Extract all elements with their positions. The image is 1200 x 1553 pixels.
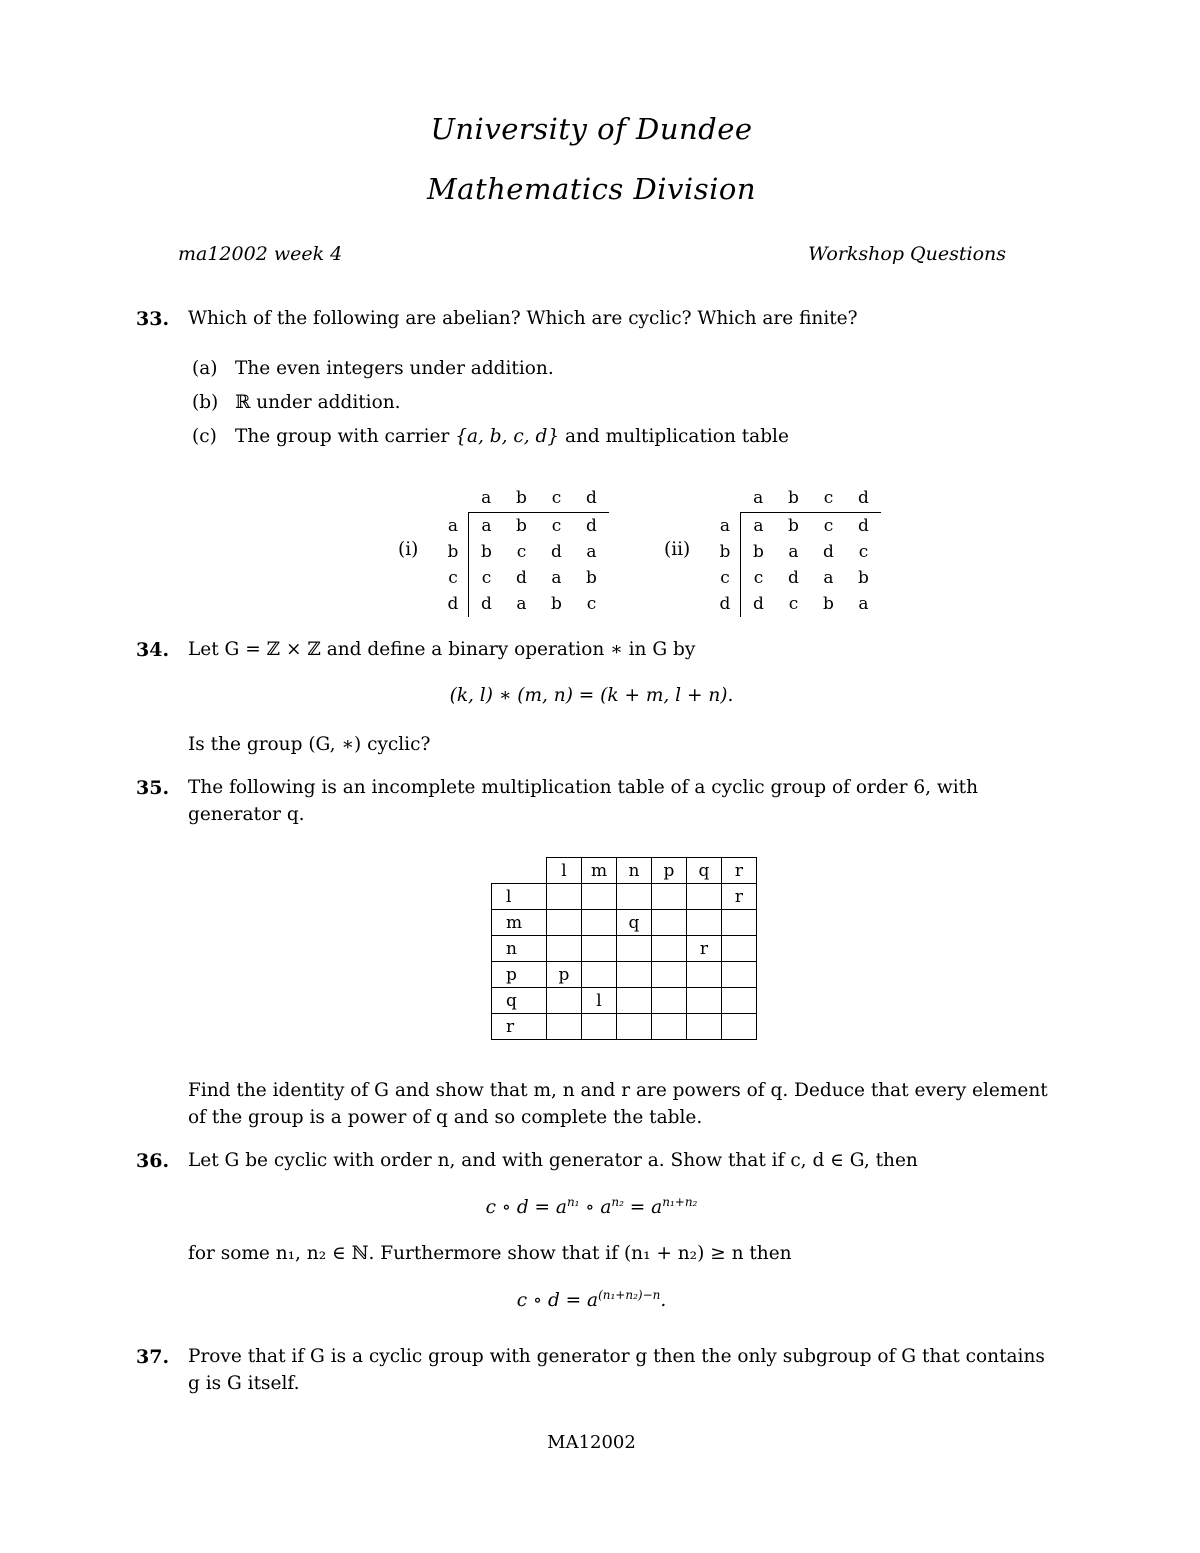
q35-row-header: q xyxy=(492,988,547,1014)
table-i-label: (i) xyxy=(398,539,419,560)
table-cell: d xyxy=(516,568,527,588)
q35-col-header: l xyxy=(547,858,582,884)
q33-text: Which of the following are abelian? Which are cyclic? Which are finite? xyxy=(188,308,858,329)
table-ii-col-header: c xyxy=(811,484,846,513)
doc-type: Workshop Questions xyxy=(808,243,1006,265)
table-cell xyxy=(617,1014,652,1040)
table-cell xyxy=(722,936,757,962)
table-cell: b xyxy=(586,568,597,588)
table-cell: b xyxy=(516,516,527,536)
q35-row-header: r xyxy=(492,1014,547,1040)
table-cell xyxy=(687,962,722,988)
table-cell: d xyxy=(788,568,799,588)
table-cell: a xyxy=(516,594,527,614)
table-cell: c xyxy=(481,568,492,588)
q35-row-header: n xyxy=(492,936,547,962)
q35-row-header: m xyxy=(492,910,547,936)
table-ii-col-header: a xyxy=(741,484,777,513)
table-cell xyxy=(652,910,687,936)
table-cell xyxy=(547,936,582,962)
q33-number: 33. xyxy=(136,308,170,330)
table-cell: r xyxy=(687,936,722,962)
table-row xyxy=(492,962,757,988)
table-cell xyxy=(547,910,582,936)
table-i-row-header: a xyxy=(438,513,469,540)
table-cell: d xyxy=(753,594,764,614)
table-cell xyxy=(722,910,757,936)
table-cell: d xyxy=(481,594,492,614)
multiplication-table-q35 xyxy=(491,857,757,1040)
table-cell: c xyxy=(788,594,799,614)
table-i-col-header: d xyxy=(574,484,609,513)
cayley-table-i xyxy=(438,484,609,617)
table-cell: b xyxy=(858,568,869,588)
q33-a-label: (a) xyxy=(192,358,218,379)
table-cell xyxy=(652,936,687,962)
q35-col-header: n xyxy=(617,858,652,884)
table-cell: a xyxy=(586,542,597,562)
table-cell xyxy=(582,884,617,910)
q34-number: 34. xyxy=(136,639,170,661)
q35-col-header: q xyxy=(687,858,722,884)
q35-number: 35. xyxy=(136,777,170,799)
table-cell: c xyxy=(551,516,562,536)
table-row xyxy=(438,539,609,565)
table-ii-row-header: a xyxy=(710,513,741,540)
table-ii-col-header: b xyxy=(776,484,811,513)
q35-row-header: l xyxy=(492,884,547,910)
table-cell: r xyxy=(722,884,757,910)
table-cell: d xyxy=(858,516,869,536)
table-cell: a xyxy=(551,568,562,588)
table-cell xyxy=(652,884,687,910)
q33-b-text: ℝ under addition. xyxy=(235,392,401,413)
table-cell xyxy=(722,962,757,988)
table-cell xyxy=(547,988,582,1014)
table-cell: a xyxy=(823,568,834,588)
q36-display-equation-1: c ∘ $d = a^{n_1}$ ∘ $a^{n_2} = a^{n_1+n_2}$ xyxy=(485,1195,698,1219)
university-title: University of Dundee xyxy=(430,112,753,146)
table-cell xyxy=(722,988,757,1014)
table-i-row-header: d xyxy=(438,591,469,617)
table-row xyxy=(710,539,881,565)
table-row xyxy=(492,936,757,962)
q33-c-text: The group with carrier {a, b, c, d} and multiplication table xyxy=(235,426,789,447)
table-cell: b xyxy=(753,542,764,562)
q33-c-label: (c) xyxy=(192,426,217,447)
q37-number: 37. xyxy=(136,1346,170,1368)
table-row xyxy=(438,591,609,617)
table-cell: d xyxy=(551,542,562,562)
q35-col-header: r xyxy=(722,858,757,884)
table-cell: c xyxy=(586,594,597,614)
table-cell: c xyxy=(516,542,527,562)
footer-course-code: MA12002 xyxy=(547,1432,636,1453)
q35-text: The following is an incomplete multiplication table of a cyclic group of order 6, with generator q. xyxy=(188,777,978,825)
table-ii-row-header: d xyxy=(710,591,741,617)
table-cell xyxy=(687,1014,722,1040)
table-ii-row-header: b xyxy=(710,539,741,565)
table-cell xyxy=(582,910,617,936)
q35-col-header: m xyxy=(582,858,617,884)
table-ii-label: (ii) xyxy=(664,539,691,560)
table-cell xyxy=(617,962,652,988)
table-cell: b xyxy=(823,594,834,614)
table-cell: b xyxy=(551,594,562,614)
table-cell: a xyxy=(481,516,492,536)
table-row xyxy=(710,591,881,617)
table-cell: l xyxy=(582,988,617,1014)
table-cell xyxy=(617,884,652,910)
table-row xyxy=(492,1014,757,1040)
table-cell: d xyxy=(823,542,834,562)
division-title: Mathematics Division xyxy=(426,172,756,206)
table-i-row-header: b xyxy=(438,539,469,565)
table-cell xyxy=(652,1014,687,1040)
table-row xyxy=(710,565,881,591)
table-cell xyxy=(547,1014,582,1040)
table-cell xyxy=(687,988,722,1014)
q33-b-label: (b) xyxy=(192,392,219,413)
q36-text: Let G be cyclic with order n, and with generator a. Show that if c, d ∈ G, then xyxy=(188,1150,918,1171)
table-ii-col-header: d xyxy=(846,484,881,513)
table-cell xyxy=(582,1014,617,1040)
q36-display-equation-2: c ∘ $d = a^{(n_1+n_2)-n}$. xyxy=(516,1288,667,1312)
table-i-col-header: a xyxy=(469,484,505,513)
table-ii-row-header: c xyxy=(710,565,741,591)
table-i-col-header: b xyxy=(504,484,539,513)
table-cell: a xyxy=(753,516,764,536)
table-cell xyxy=(547,884,582,910)
q33-a-text: The even integers under addition. xyxy=(235,358,554,379)
table-i-col-header: c xyxy=(539,484,574,513)
cayley-table-ii xyxy=(710,484,881,617)
table-cell: p xyxy=(547,962,582,988)
table-cell: q xyxy=(617,910,652,936)
table-row xyxy=(492,988,757,1014)
q35-row-header: p xyxy=(492,962,547,988)
table-cell xyxy=(687,910,722,936)
q34-text: Let G = ℤ × ℤ and define a binary operation ∗ in G by xyxy=(188,639,696,660)
table-row xyxy=(438,565,609,591)
q36-number: 36. xyxy=(136,1150,170,1172)
table-cell xyxy=(687,884,722,910)
table-row xyxy=(710,513,881,540)
q35-col-header: p xyxy=(652,858,687,884)
table-cell xyxy=(582,936,617,962)
table-cell: b xyxy=(481,542,492,562)
table-row xyxy=(492,884,757,910)
table-cell xyxy=(617,988,652,1014)
table-cell xyxy=(652,988,687,1014)
table-i-row-header: c xyxy=(438,565,469,591)
q34-display-equation: (k, l) ∗ (m, n) = (k + m, l + n). xyxy=(449,685,734,706)
q37-text: Prove that if G is a cyclic group with generator g then the only subgroup of G that contains g is G itself. xyxy=(188,1346,1045,1394)
table-cell xyxy=(582,962,617,988)
table-cell: a xyxy=(858,594,869,614)
table-cell: c xyxy=(753,568,764,588)
table-cell: d xyxy=(586,516,597,536)
table-cell: c xyxy=(823,516,834,536)
course-week: ma12002 week 4 xyxy=(178,243,343,265)
table-cell: a xyxy=(788,542,799,562)
table-row xyxy=(492,910,757,936)
table-cell xyxy=(652,962,687,988)
q35-followup: Find the identity of G and show that m, n and r are powers of q. Deduce that every element of the group is a power of q and so complete the table. xyxy=(188,1080,1048,1128)
table-row xyxy=(438,513,609,540)
table-cell: b xyxy=(788,516,799,536)
q34-question: Is the group (G, ∗) cyclic? xyxy=(188,734,431,755)
table-cell xyxy=(722,1014,757,1040)
table-cell xyxy=(617,936,652,962)
table-cell: c xyxy=(858,542,869,562)
q36-text-2: for some n₁, n₂ ∈ ℕ. Furthermore show that if (n₁ + n₂) ≥ n then xyxy=(188,1243,792,1264)
